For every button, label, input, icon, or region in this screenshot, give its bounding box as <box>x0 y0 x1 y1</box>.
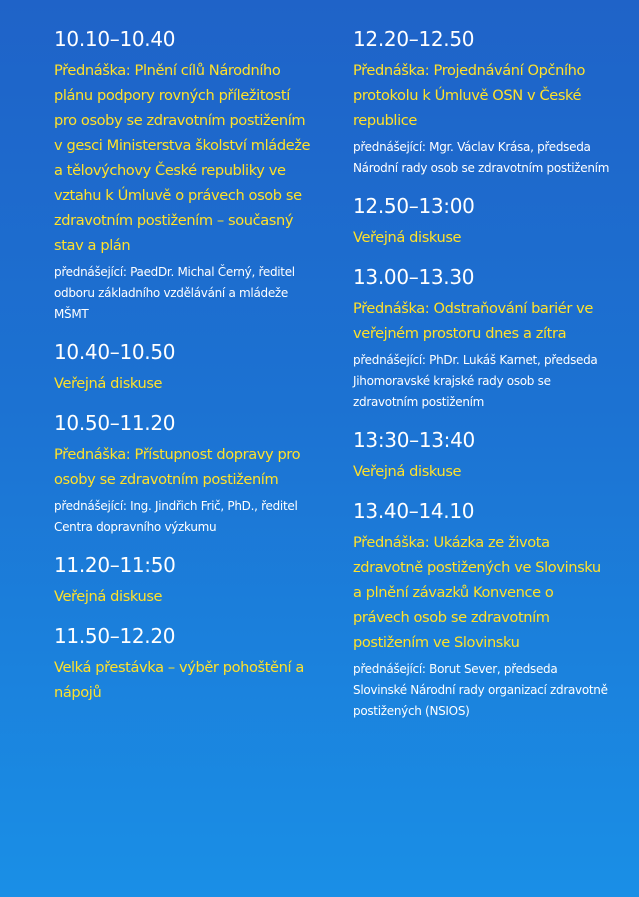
program-time: 11.20–11:50 <box>54 553 176 577</box>
program-item <box>54 410 314 538</box>
program-title: Velká přestávka – výběr pohoštění a nápojů <box>54 659 304 701</box>
program-time: 10.10–10.40 <box>54 27 176 51</box>
program-time: 13.40–14.10 <box>353 499 475 523</box>
program-item <box>54 26 314 325</box>
program-title: Veřejná diskuse <box>353 229 462 246</box>
program-item <box>353 264 613 413</box>
program-time: 11.50–12.20 <box>54 624 176 648</box>
program-column-left <box>54 26 314 719</box>
program-time: 13.00–13.30 <box>353 265 475 289</box>
program-item <box>54 623 314 705</box>
program-item <box>353 498 613 722</box>
program-speaker: přednášející: PaedDr. Michal Černý, ředitel odboru základního vzdělávání a mládeže MŠMT <box>54 265 295 321</box>
program-title: Přednáška: Přístupnost dopravy pro osoby se zdravotním postižením <box>54 446 301 488</box>
program-speaker: přednášející: Mgr. Václav Krása, předseda Národní rady osob se zdravotním postižením <box>353 140 610 175</box>
program-speaker: přednášející: PhDr. Lukáš Karnet, předseda Jihomoravské krajské rady osob se zdravotním postižením <box>353 353 598 409</box>
program-title: Přednáška: Plnění cílů Národního plánu podpory rovných příležitostí pro osoby se zdravotním postižením v gesci Ministerstva školství mládeže a tělovýchovy České republiky ve vztahu k Úmluvě o právech osob se zdravotním postižením – současný stav a plán <box>54 62 311 254</box>
program-time: 13:30–13:40 <box>353 428 475 452</box>
program-title: Přednáška: Odstraňování bariér ve veřejném prostoru dnes a zítra <box>353 300 593 342</box>
program-speaker: přednášející: Borut Sever, předseda Slovinské Národní rady organizací zdravotně postižených (NSIOS) <box>353 662 608 718</box>
program-title: Přednáška: Ukázka ze života zdravotně postižených ve Slovinsku a plnění závazků Konvence o právech osob se zdravotním postižením ve Slovinsku <box>353 534 601 651</box>
program-time: 12.50–13:00 <box>353 194 475 218</box>
program-time: 10.50–11.20 <box>54 411 176 435</box>
program-speaker: přednášející: Ing. Jindřich Frič, PhD., ředitel Centra dopravního výzkumu <box>54 499 298 534</box>
program-item <box>353 193 613 250</box>
program-column-right <box>353 26 613 736</box>
program-item <box>54 552 314 609</box>
program-time: 10.40–10.50 <box>54 340 176 364</box>
program-title: Veřejná diskuse <box>54 588 163 605</box>
program-item <box>353 26 613 179</box>
program-time: 12.20–12.50 <box>353 27 475 51</box>
program-title: Přednáška: Projednávání Opčního protokolu k Úmluvě OSN v České republice <box>353 62 585 129</box>
program-title: Veřejná diskuse <box>353 463 462 480</box>
program-title: Veřejná diskuse <box>54 375 163 392</box>
program-item <box>353 427 613 484</box>
program-item <box>54 339 314 396</box>
